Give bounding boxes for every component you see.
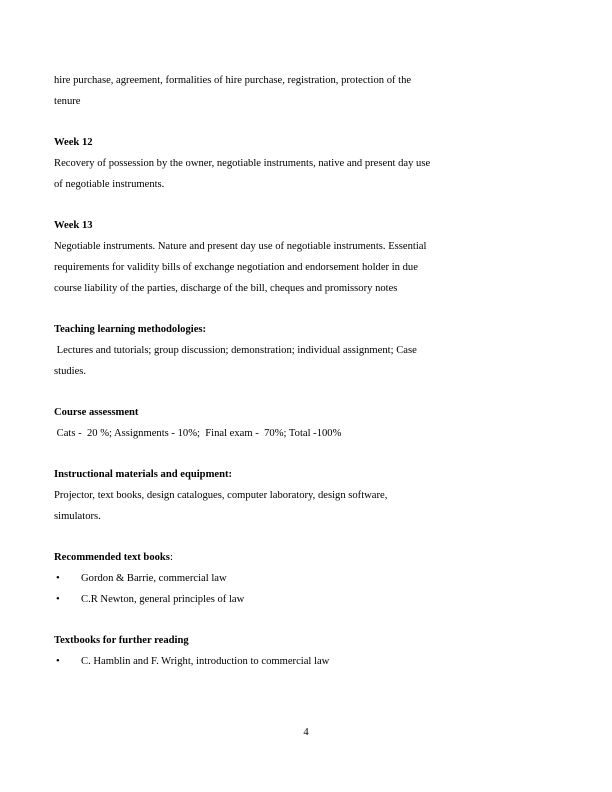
list-item-text: C.R Newton, general principles of law [81,594,245,605]
assessment-breakdown: Cats - 20 %; Assignments - 10%; Final exam - 70%; Total -100% [54,428,342,439]
text-line: Projector, text books, design catalogues, computer laboratory, design software, [54,490,388,501]
week-12-section [54,132,514,195]
bullet-icon: • [56,573,60,584]
list-item-text: C. Hamblin and F. Wright, introduction to commercial law [81,656,330,667]
bullet-icon: • [56,594,60,605]
recommended-heading: Recommended text books [54,552,170,563]
continuation-paragraph [54,70,514,112]
document-page [54,70,514,672]
assessment-heading: Course assessment [54,407,139,418]
list-item [54,651,514,672]
recommended-text-books-section [54,547,514,610]
list-item [54,589,514,610]
bullet-icon: • [56,656,60,667]
further-reading-section [54,630,514,672]
text-line: studies. [54,366,87,377]
instructional-materials-section [54,464,514,527]
teaching-heading: Teaching learning methodologies: [54,324,207,335]
text-line: tenure [54,96,81,107]
materials-heading: Instructional materials and equipment: [54,469,233,480]
text-line: Lectures and tutorials; group discussion; demonstration; individual assignment; Case [54,345,417,356]
list-item [54,568,514,589]
text-line: of negotiable instruments. [54,179,165,190]
recommended-heading-line [54,547,514,568]
recommended-heading-colon: : [169,552,173,563]
text-line: requirements for validity bills of exchange negotiation and endorsement holder in due [54,262,418,273]
recommended-list [54,568,514,610]
page-number: 4 [303,727,309,738]
teaching-methodologies-section [54,319,514,382]
week-13-section [54,215,514,299]
text-line: course liability of the parties, discharge of the bill, cheques and promissory notes [54,283,398,294]
text-line: Recovery of possession by the owner, negotiable instruments, native and present day use [54,158,431,169]
text-line: Negotiable instruments. Nature and present day use of negotiable instruments. Essential [54,241,427,252]
week-12-heading: Week 12 [54,137,93,148]
week-13-heading: Week 13 [54,220,93,231]
text-line: hire purchase, agreement, formalities of hire purchase, registration, protection of the [54,75,412,86]
list-item-text: Gordon & Barrie, commercial law [81,573,227,584]
text-line: simulators. [54,511,101,522]
further-reading-list [54,651,514,672]
course-assessment-section [54,402,514,444]
further-reading-heading: Textbooks for further reading [54,635,189,646]
